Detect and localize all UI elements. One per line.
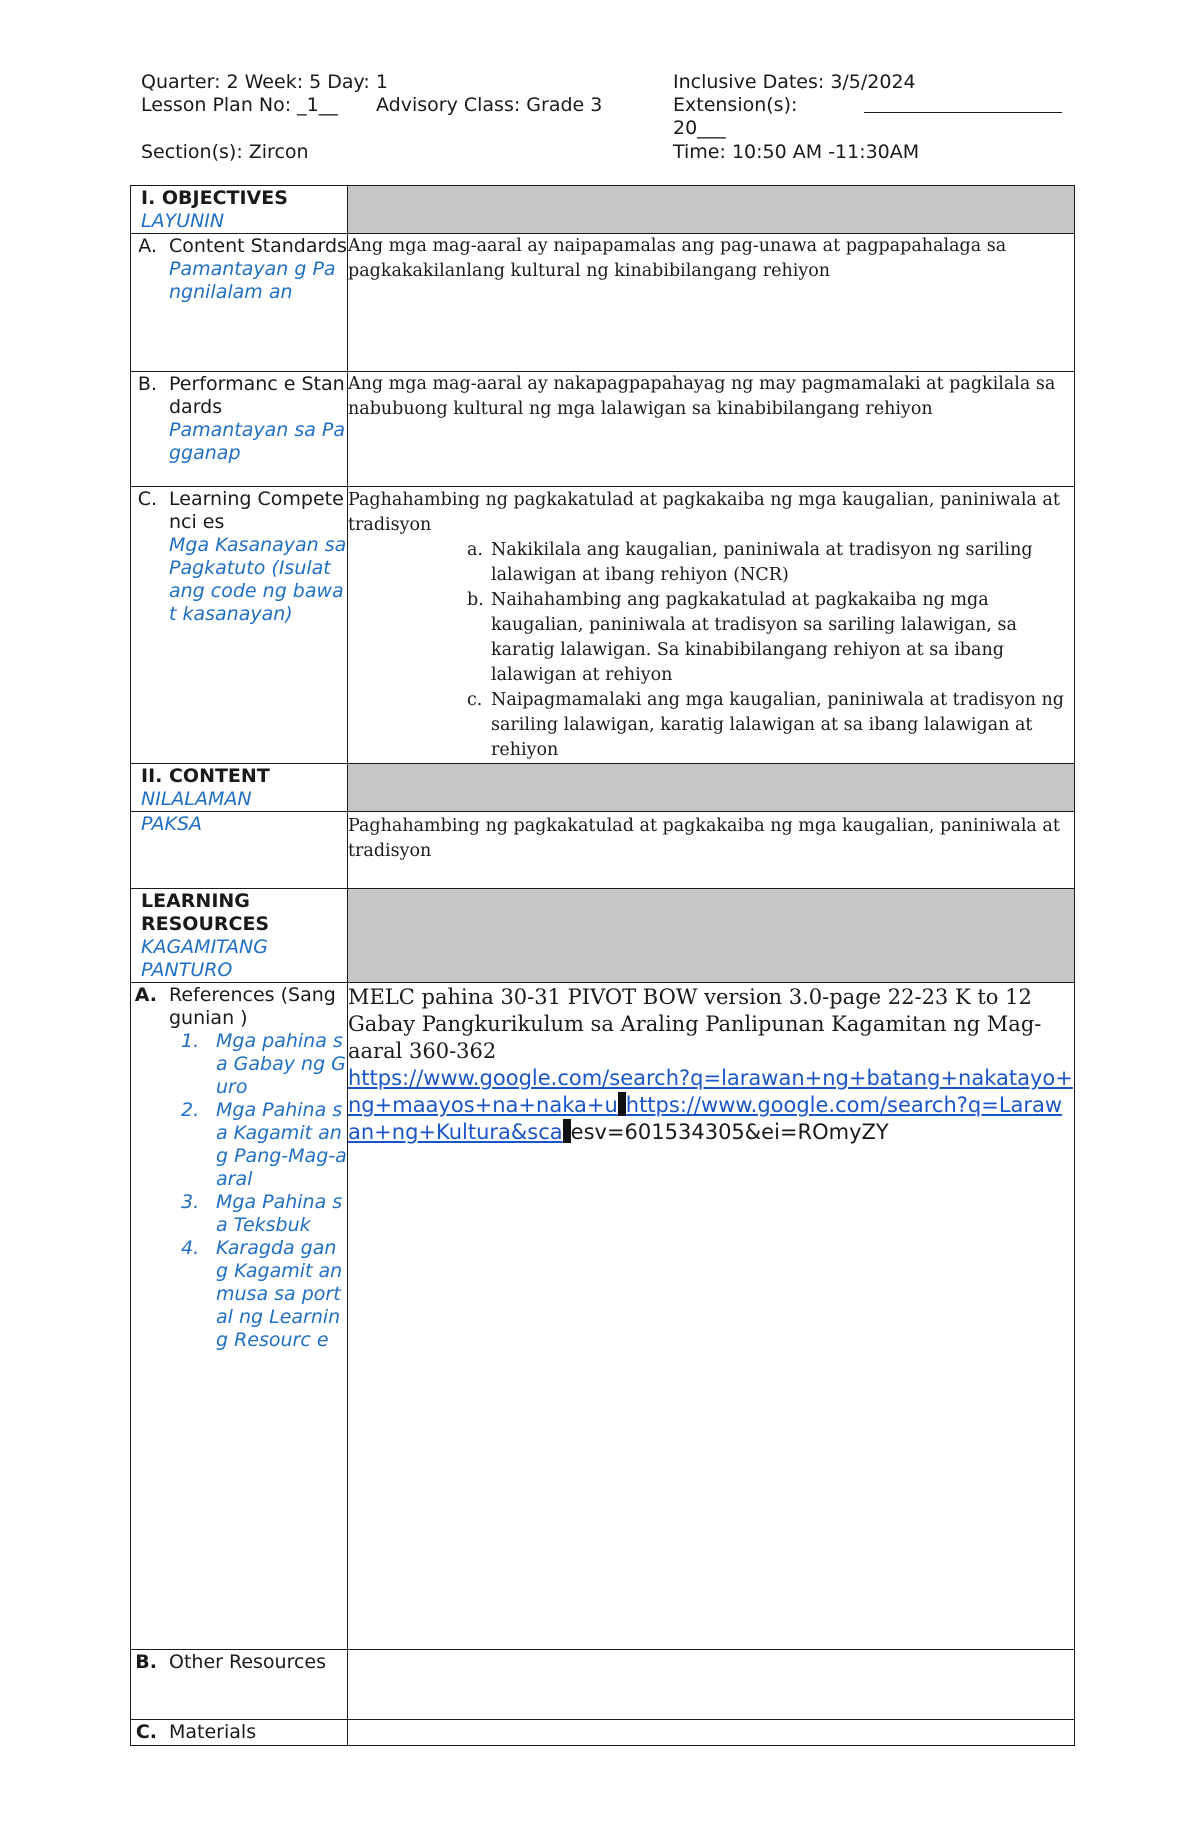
year-blank: 20___ [673, 117, 726, 139]
materials-row [131, 1720, 1075, 1746]
learning-competencies-sublabel: Mga Kasanayan sa Pagkatuto (Isulat ang code ng bawat kasanayan) [169, 534, 347, 625]
resources-title: LEARNING RESOURCES [141, 890, 270, 935]
competency-list [348, 538, 1074, 763]
content-standards-value: Ang mga mag-aaral ay naipapamalas ang pag-unawa at pagpapahalaga sa pagkakakilanlang kultural ng kinabibilangang rehiyon [348, 236, 1007, 281]
performance-standards-label: Performanc e Standards [169, 373, 345, 418]
other-resources-marker: B. [135, 1651, 157, 1673]
references-value: MELC pahina 30-31 PIVOT BOW version 3.0-page 22-23 K to 12 Gabay Pangkurikulum sa Araling Panlipunan Kagamitan ng Mag-aaral 360-362 [348, 985, 1042, 1063]
learning-competencies-marker: C. [137, 488, 157, 510]
other-resources-value [348, 1650, 1075, 1720]
sections: Section(s): Zircon [141, 141, 309, 163]
time: Time: 10:50 AM -11:30AM [673, 141, 920, 163]
performance-standards-marker: B. [137, 373, 157, 395]
content-subtitle: NILALAMAN [141, 788, 252, 810]
paksa-row [131, 812, 1075, 889]
content-shaded-cell [348, 764, 1075, 812]
list-item: 4. Karagda gang Kagamit an musa sa portal ng Learning Resourc e [181, 1237, 343, 1351]
lesson-plan-table [130, 185, 1075, 1746]
learning-competencies-intro: Paghahambing ng pagkakatulad at pagkakaiba ng mga kaugalian, paniniwala at tradisyon [348, 490, 1060, 535]
performance-standards-value: Ang mga mag-aaral ay nakapagpapahayag ng may pagmamalaki at pagkilala sa nabubuong kultural ng mga lalawigan sa kinabibilangang rehiyon [348, 374, 1056, 419]
content-standards-label: Content Standards [169, 235, 347, 257]
other-resources-row [131, 1650, 1075, 1720]
list-item: b. Naihahambing ang pagkakatulad at pagkakaiba ng mga kaugalian, paniniwala at tradisyon sa sariling lalawigan, sa karatig lalawigan. Sa kinabibilangang rehiyon at sa ibang lalawigan at rehiyon [467, 590, 1017, 685]
lesson-plan-number: Lesson Plan No: _1__ [141, 94, 338, 116]
learning-competencies-row [131, 487, 1075, 764]
references-label: References (Sanggunian ) [169, 984, 336, 1029]
list-item: c. Naipagmamalaki ang mga kaugalian, paniniwala at tradisyon ng sariling lalawigan, karatig lalawigan at sa ibang lalawigan at rehiyon [467, 690, 1065, 760]
text-cursor [618, 1092, 626, 1116]
quarter-week-day: Quarter: 2 Week: 5 Day: 1 [141, 71, 388, 93]
reference-link-2[interactable]: https://www.google.com/search?q=Larawan+ng+Kultura&sca [348, 1093, 1063, 1144]
objectives-shaded-cell [348, 186, 1075, 234]
performance-standards-row [131, 372, 1075, 487]
paksa-value: Paghahambing ng pagkakatulad at pagkakaiba ng mga kaugalian, paniniwala at tradisyon [348, 816, 1060, 861]
paksa-label: PAKSA [141, 813, 203, 835]
list-item: 3. Mga Pahina sa Teksbuk [181, 1191, 343, 1236]
objectives-header-row [131, 186, 1075, 234]
objectives-title: I. OBJECTIVES [141, 187, 288, 209]
content-standards-row [131, 234, 1075, 372]
resources-header-row [131, 889, 1075, 983]
content-header-row [131, 764, 1075, 812]
materials-value [348, 1720, 1075, 1746]
advisory-class: Advisory Class: Grade 3 [376, 94, 603, 116]
content-standards-sublabel: Pamantayan g Pangnilalam an [169, 258, 336, 303]
list-item: 1. Mga pahina sa Gabay ng Guro [181, 1030, 346, 1098]
reference-url-tail: esv=601534305&ei=ROmyZY [570, 1120, 889, 1144]
other-resources-label: Other Resources [169, 1651, 327, 1673]
references-marker: A. [134, 984, 157, 1006]
content-standards-marker: A. [138, 235, 157, 257]
materials-marker: C. [135, 1721, 157, 1743]
inclusive-dates: Inclusive Dates: 3/5/2024 [673, 71, 916, 93]
extensions-label: Extension(s): [673, 94, 798, 116]
content-title: II. CONTENT [141, 765, 270, 787]
text-cursor [563, 1119, 571, 1143]
extensions-blank-line [864, 112, 1062, 113]
learning-competencies-label: Learning Competenci es [169, 488, 344, 533]
references-row [131, 983, 1075, 1650]
objectives-subtitle: LAYUNIN [141, 210, 225, 232]
reference-link-1[interactable]: https://www.google.com/search?q=larawan+ng+batang+nakatayo+ng+maayos+na+naka+u [348, 1066, 1073, 1117]
performance-standards-sublabel: Pamantayan sa Pagganap [169, 419, 346, 464]
materials-label: Materials [169, 1721, 257, 1743]
resources-subtitle: KAGAMITANG PANTURO [141, 936, 268, 981]
resources-shaded-cell [348, 889, 1075, 983]
list-item: 2. Mga Pahina sa Kagamit ang Pang-Mag-aaral [181, 1099, 347, 1190]
list-item: a. Nakikilala ang kaugalian, paniniwala at tradisyon ng sariling lalawigan at ibang rehiyon (NCR) [467, 540, 1033, 585]
